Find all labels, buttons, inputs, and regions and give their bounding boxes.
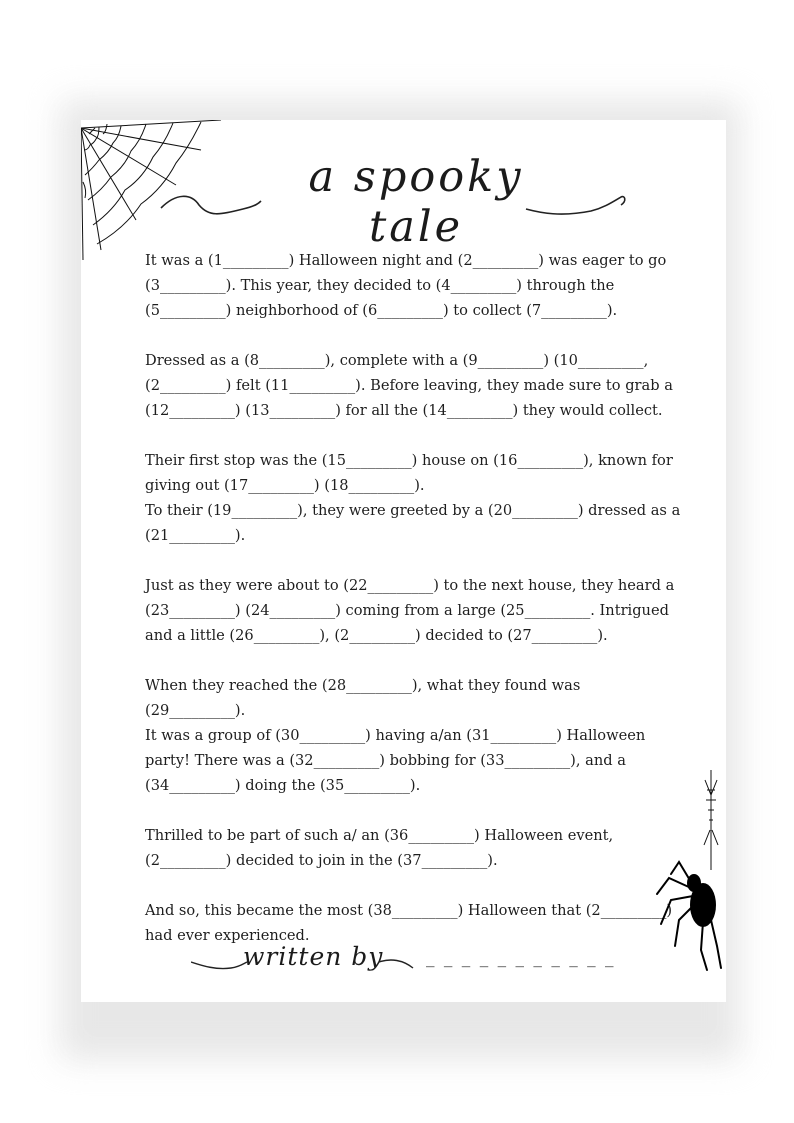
story-paragraph-3: Their first stop was the (15_________) house on (16_________), known for giving out (17_________) (18_________). To their (19_________), they were greeted by a (20_________) dressed as a (21_________).: [145, 452, 681, 544]
story-paragraph-1: It was a (1_________) Halloween night and (2_________) was eager to go (3_________). This year, they decided to (4_________) through the (5_________) neighborhood of (6_________) to collect (7_________).: [145, 252, 667, 319]
story-paragraph-6: Thrilled to be part of such a/ an (36_________) Halloween event, (2_________) decided to join in the (37_________).: [145, 827, 614, 869]
worksheet-page: [81, 120, 726, 1002]
story-paragraph-4: Just as they were about to (22_________) to the next house, they heard a (23_________) (24_________) coming from a large (25_________. Intrigued and a little (26_________), (2_________) decided to (27_________).: [145, 577, 675, 644]
hanging-spider-icon: [651, 770, 726, 1002]
author-signature-line[interactable]: _ _ _ _ _ _ _ _ _ _ _: [426, 948, 616, 968]
story-paragraph-2: Dressed as a (8_________), complete with a (9_________) (10_________, (2_________) felt (11_________). Before leaving, they made sure to grab a (12_________) (13_________) for all the (14_________) they would collect.: [145, 352, 673, 419]
story-paragraph-7: And so, this became the most (38_________) Halloween that (2_________) had ever experienced.: [145, 902, 673, 944]
story-paragraph-5: When they reached the (28_________), what they found was (29_________). It was a group of (30_________) having a/an (31_________) Halloween party! There was a (32_________) bobbing for (33_________), and a (34_________) doing the (35_________).: [145, 677, 646, 794]
story-body: [145, 248, 685, 973]
page-title: a spooky tale: [308, 152, 524, 252]
written-by-label: written by: [243, 942, 384, 971]
